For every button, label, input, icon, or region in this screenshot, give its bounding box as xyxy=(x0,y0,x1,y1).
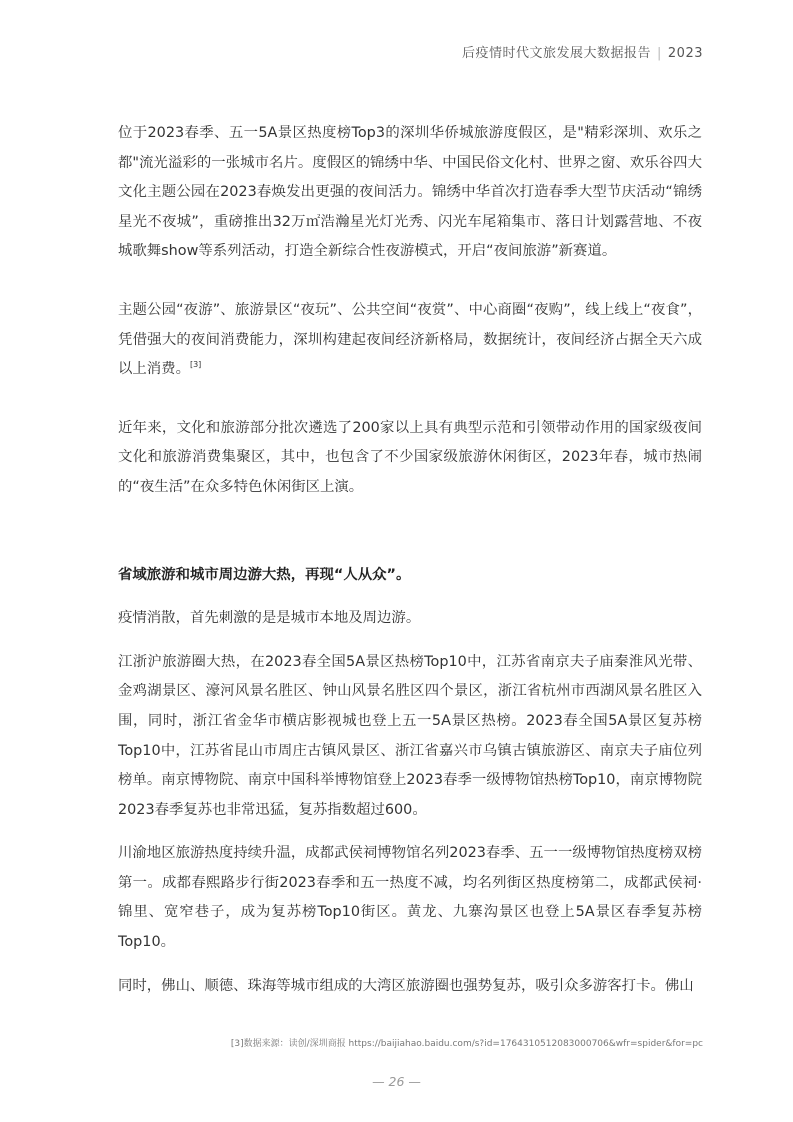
paragraph-greater-bay xyxy=(118,972,702,1002)
paragraph-text: 主题公园“夜游”、旅游景区“夜玩”、公共空间“夜赏”、中心商圈“夜购”，线上线上“夜食”，凭借强大的夜间消费能力，深圳构建起夜间经济新格局，数据统计，夜间经济占据全天六成以上消费。 xyxy=(118,301,702,378)
paragraph-text: 同时，佛山、顺德、珠海等城市组成的大湾区旅游圈也强势复苏，吸引众多游客打卡。佛山 xyxy=(118,977,694,994)
body-content xyxy=(118,119,702,1001)
paragraph-text: 近年来，文化和旅游部分批次遴选了200家以上具有典型示范和引领带动作用的国家级夜间文化和旅游消费集聚区，其中，也包含了不少国家级旅游休闲街区，2023年春，城市热闹的“夜生活”在众多特色休闲街区上演。 xyxy=(118,419,702,495)
paragraph-local-travel xyxy=(118,604,702,634)
footnote-ref[interactable]: [3] xyxy=(189,360,202,370)
paragraph-text: 川渝地区旅游热度持续升温，成都武侯祠博物馆名列2023春季、五一一级博物馆热度榜双榜第一。成都春熙路步行街2023春季和五一热度不减，均名列街区热度榜第二，成都武侯祠·锦里、宽窄巷子，成为复苏榜Top10街区。黄龙、九寨沟景区也登上5A景区春季复苏榜Top10。 xyxy=(118,845,702,951)
running-header xyxy=(462,42,703,61)
paragraph-jiangzhehu xyxy=(118,648,702,826)
report-title: 后疫情时代文旅发展大数据报告 xyxy=(462,46,652,61)
header-separator: | xyxy=(657,46,662,61)
paragraph-chuanyu xyxy=(118,839,702,957)
page-number: — 26 — xyxy=(372,1074,421,1089)
paragraph-night-economy xyxy=(118,296,702,385)
paragraph-text: 江浙沪旅游圈大热，在2023春全国5A景区热榜Top10中，江苏省南京夫子庙秦淮风光带、金鸡湖景区、濠河风景名胜区、钟山风景名胜区四个景区，浙江省杭州市西湖风景名胜区入围，同时，浙江省金华市横店影视城也登上五一5A景区热榜。2023春全国5A景区复苏榜Top10中，江苏省昆山市周庄古镇风景区、浙江省嘉兴市乌镇古镇旅游区、南京夫子庙位列榜单。南京博物院、南京中国科举博物馆登上2023春季一级博物馆热榜Top10，南京博物院2023春季复苏也非常迅猛，复苏指数超过600。 xyxy=(118,653,702,818)
paragraph-text: 位于2023春季、五一5A景区热度榜Top3的深圳华侨城旅游度假区，是"精彩深圳、欢乐之都"流光溢彩的一张城市名片。度假区的锦绣中华、中国民俗文化村、世界之窗、欢乐谷四大文化主题公园在2023春焕发出更强的夜间活力。锦绣中华首次打造春季大型节庆活动“锦绣星光不夜城”，重磅推出32万㎡浩瀚星光灯光秀、闪光车尾箱集市、落日计划露营地、不夜城歌舞show等系列活动，打造全新综合性夜游模式，开启“夜间旅游”新赛道。 xyxy=(118,125,702,260)
section-heading: 省域旅游和城市周边游大热，再现“人从众”。 xyxy=(118,566,411,583)
paragraph-night-districts xyxy=(118,414,702,503)
paragraph-text: 疫情消散，首先刺激的是是城市本地及周边游。 xyxy=(118,610,421,627)
report-year: 2023 xyxy=(667,46,703,61)
paragraph-shenzhen-resort xyxy=(118,119,702,267)
footnote: [3]数据来源：读创/深圳商报 https://baijiahao.baidu.com/s?id=1764310512083000706&wfr=spider&for=pc xyxy=(230,1039,703,1049)
